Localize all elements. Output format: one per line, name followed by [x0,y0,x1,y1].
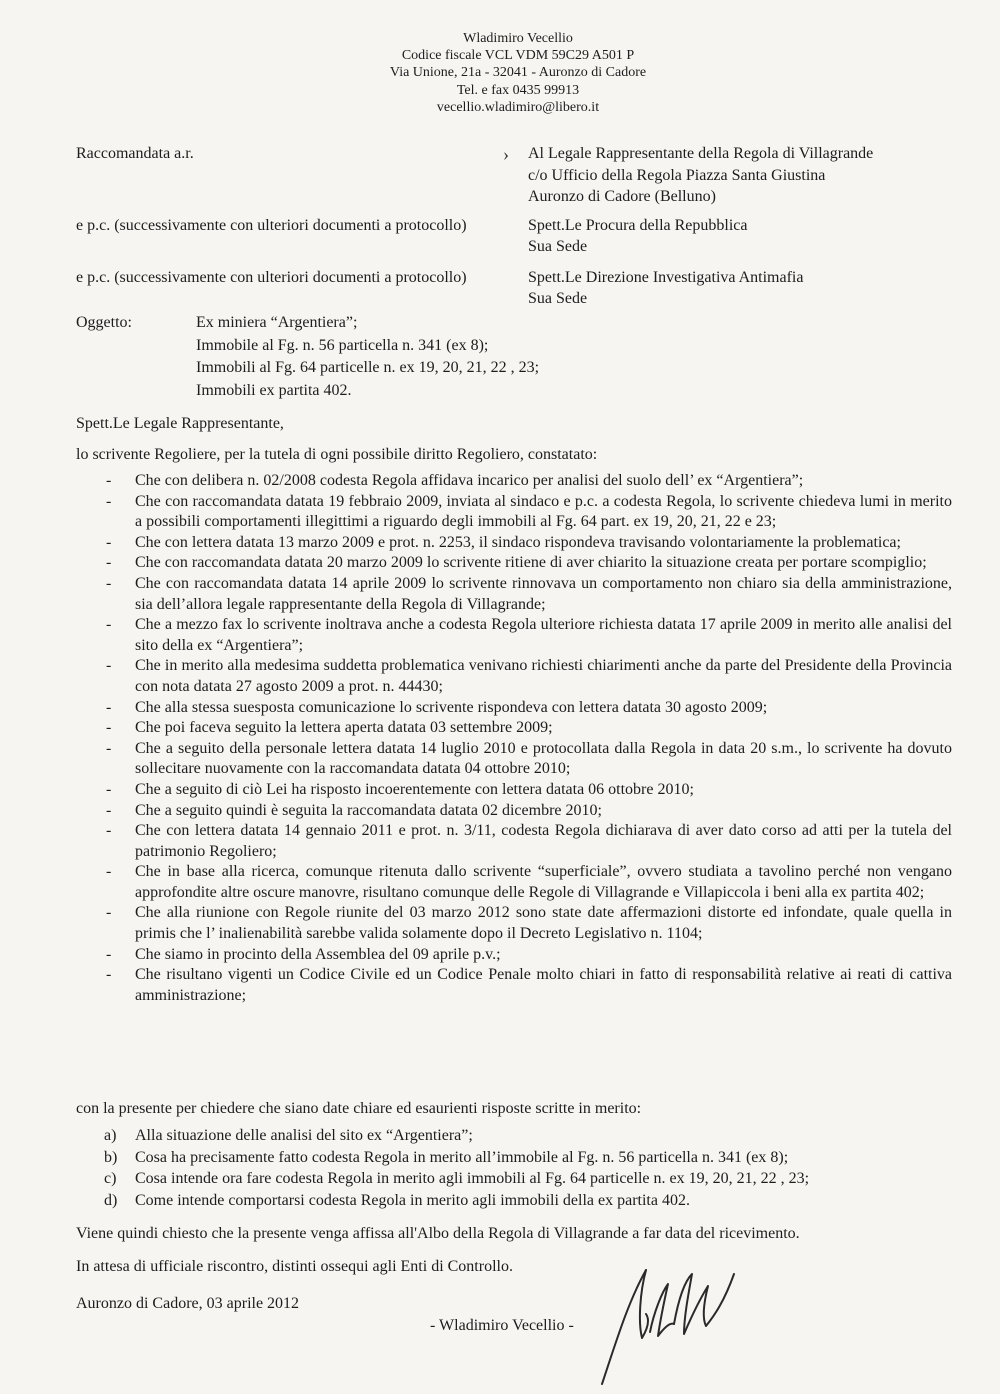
arrow-icon: › [503,144,509,164]
bullet-dash: - [106,822,112,840]
fact-text: Che a seguito della personale lettera datata 14 luglio 2010 e protocollata dalla Regola in data 20 s.m., lo scrivente ha dovuto sollecitare nuovamente con la raccomandata datata 04 ottobre 2010; [135,739,952,778]
fact-item [76,801,952,822]
bullet-dash: - [106,966,112,984]
sender-header [0,30,1000,116]
subject-line: Ex miniera “Argentiera”; [196,314,358,331]
fact-text: Che alla stessa suesposta comunicazione lo scrivente rispondeva con lettera datata 30 agosto 2009; [135,698,768,716]
sender-name: Wladimiro Vecellio [463,31,573,46]
fact-text: Che in merito alla medesima suddetta problematica venivano richiesti chiarimenti anche da parte del Presidente della Provincia con nota datata 27 agosto 2009 a prot. n. 44430; [135,657,952,695]
fact-text: Che alla riunione con Regole riunite del 03 marzo 2012 sono state date affermazioni distorte ed infondate, quale quella in primis che l’ inalienabilità sarebbe valida solamente dopo il Decreto Legislativo n. 1104; [135,904,952,943]
fact-item [76,739,952,780]
fact-text: Che con raccomandata datata 14 aprile 2009 lo scrivente rinnovava un comportamento non chiaro sia della amministrazione, sia dell’allora legale rappresentante della Regola di Villagrande; [135,574,952,613]
cc-label: e p.c. (successivamente con ulteriori documenti a protocollo) [76,269,467,286]
cc-recipient [528,215,747,257]
question-item [76,1147,952,1169]
fact-item [76,533,952,554]
cc-recipient-line: Sua Sede [528,238,588,255]
fact-text: Che con lettera datata 13 marzo 2009 e prot. n. 2253, il sindaco rispondeva travisando volontariamente la problematica; [135,533,901,551]
question-text: Alla situazione delle analisi del sito ex “Argentiera”; [135,1127,473,1144]
subject-lines [196,312,539,402]
posting-request: Viene quindi chiesto che la presente venga affissa all'Albo della Regola di Villagrande a far data del ricevimento. [76,1225,800,1242]
fact-text: Che con raccomandata datata 19 febbraio 2009, inviata al sindaco e p.c. a codesta Regola, lo scrivente chiedeva lumi in merito a possibili comportamenti illegittimi a riguardo degli immobili al Fg. 64 part. ex 19, 20, 21, 22 e 23; [135,492,952,531]
bullet-dash: - [106,616,112,634]
question-item [76,1125,952,1147]
place-date: Auronzo di Cadore, 03 aprile 2012 [76,1295,300,1312]
bullet-dash: - [106,904,112,922]
questions-list [76,1125,952,1211]
request-intro: con la presente per chiedere che siano date chiare ed esaurienti risposte scritte in merito: [76,1100,642,1117]
question-text: Cosa intende ora fare codesta Regola in merito agli immobili al Fg. 64 particelle n. ex 19, 20, 21, 22 , 23; [135,1170,810,1187]
fact-item [76,656,952,697]
sender-address: Via Unione, 21a - 32041 - Auronzo di Cadore [389,65,647,81]
bullet-dash: - [106,698,112,716]
signer-name: - Wladimiro Vecellio - [430,1317,574,1334]
bullet-dash: - [106,739,112,757]
fact-item [76,553,952,574]
cc-label: e p.c. (successivamente con ulteriori documenti a protocollo) [76,217,467,234]
fact-text: Che con lettera datata 14 gennaio 2011 e prot. n. 3/11, codesta Regola dichiarava di aver dato corso ad atti per la tutela del patrimonio Regoliero; [135,822,952,860]
bullet-dash: - [106,801,112,819]
recipient-line: Al Legale Rappresentante della Regola di Villagrande [528,145,874,162]
subject-line: Immobili al Fg. 64 particelle n. ex 19, 20, 21, 22 , 23; [196,359,540,376]
bullet-dash: - [106,863,112,881]
cc-recipient [528,267,803,309]
cc-recipient-line: Sua Sede [528,290,588,307]
fact-text: Che siamo in procinto della Assemblea del 09 aprile p.v.; [135,945,501,963]
fact-item [76,615,952,656]
question-text: Come intende comportarsi codesta Regola in merito agli immobili della ex partita 402. [135,1191,690,1209]
fact-text: Che risultano vigenti un Codice Civile ed un Codice Penale molto chiari in fatto di responsabilità relative ai reati di cattiva amministrazione; [135,966,952,1004]
registered-mail-label: Raccomandata a.r. [76,145,194,162]
bullet-dash: - [106,554,112,572]
fact-item [76,965,952,1006]
sender-tax-code: Codice fiscale VCL VDM 59C29 A501 P [401,48,635,64]
bullet-dash: - [106,492,112,510]
subject-line: Immobile al Fg. n. 56 particella n. 341 (ex 8); [196,336,489,354]
fact-text: Che con delibera n. 02/2008 codesta Regola affidava incarico per analisi del suolo dell’ ex “Argentiera”; [135,472,804,489]
question-marker: a) [104,1127,117,1144]
recipient-main [528,143,873,208]
bullet-dash: - [106,719,112,737]
bullet-dash: - [106,574,112,592]
question-text: Cosa ha precisamente fatto codesta Regola in merito all’immobile al Fg. n. 56 particella n. 341 (ex 8); [135,1148,789,1166]
fact-text: Che a mezzo fax lo scrivente inoltrava anche a codesta Regola ulteriore richiesta datata 17 aprile 2009 in merito alle analisi del sito della ex “Argentiera”; [135,616,952,654]
subject-label: Oggetto: [76,314,132,331]
fact-item [76,862,952,903]
bullet-dash: - [106,780,112,798]
question-marker: b) [104,1148,118,1166]
fact-item [76,903,952,944]
bullet-dash: - [106,657,112,675]
fact-item [76,698,952,719]
fact-item [76,471,952,492]
cc-recipient-line: Spett.Le Procura della Repubblica [528,217,748,234]
question-item [76,1168,952,1190]
fact-item [76,780,952,801]
intro-paragraph: lo scrivente Regoliere, per la tutela di ogni possibile diritto Regoliero, constatato: [76,446,598,463]
question-item [76,1190,952,1212]
cc-recipient-line: Spett.Le Direzione Investigativa Antimafia [528,269,804,286]
salutation: Spett.Le Legale Rappresentante, [76,415,284,432]
fact-item [76,574,952,615]
sender-phone: Tel. e fax 0435 99913 [456,82,580,98]
facts-list [76,471,952,1006]
question-marker: c) [104,1170,117,1187]
fact-text: Che a seguito di ciò Lei ha risposto incoerentemente con lettera datata 06 ottobre 2010; [135,780,694,798]
fact-text: Che poi faceva seguito la lettera aperta datata 03 settembre 2009; [135,719,553,737]
fact-text: Che a seguito quindi è seguita la raccomandata datata 02 dicembre 2010; [135,801,602,819]
fact-item [76,821,952,862]
recipient-line: Auronzo di Cadore (Belluno) [528,188,716,205]
fact-item [76,945,952,966]
subject-line: Immobili ex partita 402. [196,381,352,399]
sender-email: vecellio.wladimiro@libero.it [436,99,600,115]
fact-item [76,492,952,533]
recipient-line: c/o Ufficio della Regola Piazza Santa Giustina [528,166,826,184]
fact-text: Che in base alla ricerca, comunque ritenuta dallo scrivente “superficiale”, ovvero studiata a tavolino perché non vengano approfondite altre oscure manovre, risultano comunque delle Regole di Villagrande e Villapiccola i beni alla ex partita 402; [135,863,952,901]
bullet-dash: - [106,533,112,551]
fact-text: Che con raccomandata datata 20 marzo 2009 lo scrivente ritiene di aver chiarito la situazione creata per portare scompiglio; [135,554,927,572]
bullet-dash: - [106,945,112,963]
closing-line: In attesa di ufficiale riscontro, distinti ossequi agli Enti di Controllo. [76,1258,513,1275]
question-marker: d) [104,1191,118,1209]
fact-item [76,718,952,739]
handwritten-signature [588,1262,738,1387]
bullet-dash: - [106,472,112,489]
